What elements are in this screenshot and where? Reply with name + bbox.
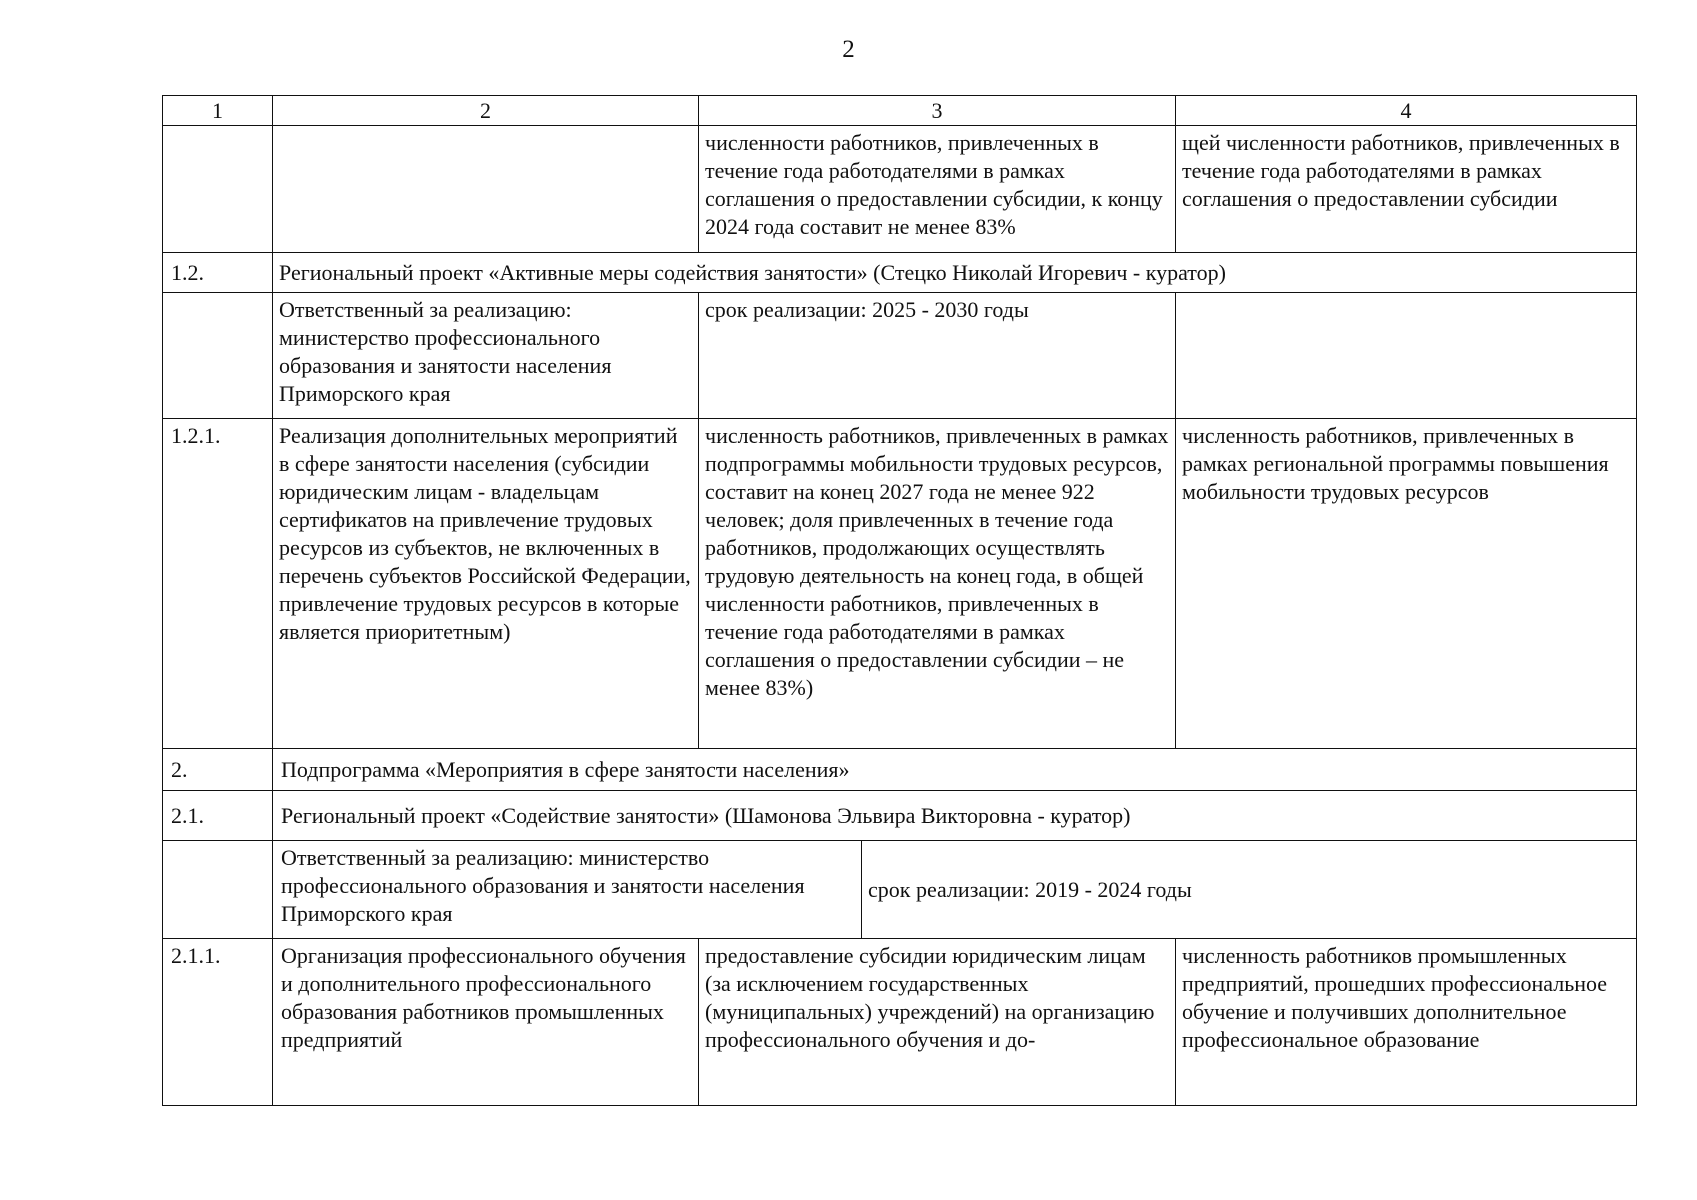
subprogram-title: Подпрограмма «Мероприятия в сфере занятости населения» (273, 749, 1637, 791)
header-col-4: 4 (1176, 96, 1637, 126)
responsible-cell: Ответственный за реализацию: министерство профессионального образования и занятости населения Приморского края (273, 293, 699, 419)
indicator-name-cell: щей численности работников, привлеченных в течение года работодателями в рамках соглашения о предоставлении субсидии (1176, 126, 1637, 253)
table-row (163, 841, 1637, 939)
activity-cell: Организация профессионального обучения и дополнительного профессионального образования работников промышленных предприятий (273, 939, 699, 1106)
empty-cell (273, 126, 699, 253)
term-cell: срок реализации: 2025 - 2030 годы (699, 293, 1176, 419)
header-col-3: 3 (699, 96, 1176, 126)
project-title: Региональный проект «Активные меры содействия занятости» (Стецко Николай Игоревич - куратор) (273, 253, 1637, 293)
row-number: 1.2.1. (163, 419, 273, 749)
indicator-cell: численности работников, привлеченных в течение года работодателями в рамках соглашения о предоставлении субсидии, к концу 2024 года составит не менее 83% (699, 126, 1176, 253)
empty-cell (163, 293, 273, 419)
responsible-cell: Ответственный за реализацию: министерство профессионального образования и занятости населения Приморского края (273, 841, 862, 939)
table-row (163, 419, 1637, 749)
empty-cell (163, 126, 273, 253)
empty-cell (1176, 293, 1637, 419)
result-cell: численность работников, привлеченных в рамках подпрограммы мобильности трудовых ресурсов, составит на конец 2027 года не менее 922 человек; доля привлеченных в течение года работников, продолжающих осуществлять трудовую деятельность на конец года, в общей численности работников, привлеченных в течение года работодателями в рамках соглашения о предоставлении субсидии – не менее 83%) (699, 419, 1176, 749)
header-col-2: 2 (273, 96, 699, 126)
indicator-name-cell: численность работников, привлеченных в рамках региональной программы повышения мобильности трудовых ресурсов (1176, 419, 1637, 749)
result-cell: предоставление субсидии юридическим лицам (за исключением государственных (муниципальных) учреждений) на организацию профессионального обучения и до- (699, 939, 1176, 1106)
row-number: 2.1.1. (163, 939, 273, 1106)
table-row (163, 253, 1637, 293)
table-row (163, 293, 1637, 419)
project-title: Региональный проект «Содействие занятости» (Шамонова Эльвира Викторовна - куратор) (273, 791, 1637, 841)
activity-cell: Реализация дополнительных мероприятий в сфере занятости населения (субсидии юридическим лицам - владельцам сертификатов на привлечение трудовых ресурсов из субъектов, не включенных в перечень субъектов Российской Федерации, привлечение трудовых ресурсов в которые является приоритетным) (273, 419, 699, 749)
header-col-1: 1 (163, 96, 273, 126)
header-row (163, 96, 1637, 126)
program-table (162, 95, 1637, 1106)
page-number: 2 (842, 36, 855, 63)
empty-cell (163, 841, 273, 939)
table-row (163, 791, 1637, 841)
table-row (163, 749, 1637, 791)
table-row (163, 126, 1637, 253)
term-cell: срок реализации: 2019 - 2024 годы (862, 841, 1637, 939)
table-row (163, 939, 1637, 1106)
row-number: 2.1. (163, 791, 273, 841)
row-number: 2. (163, 749, 273, 791)
indicator-name-cell: численность работников промышленных предприятий, прошедших профессиональное обучение и получивших дополнительное профессиональное образование (1176, 939, 1637, 1106)
row-number: 1.2. (163, 253, 273, 293)
